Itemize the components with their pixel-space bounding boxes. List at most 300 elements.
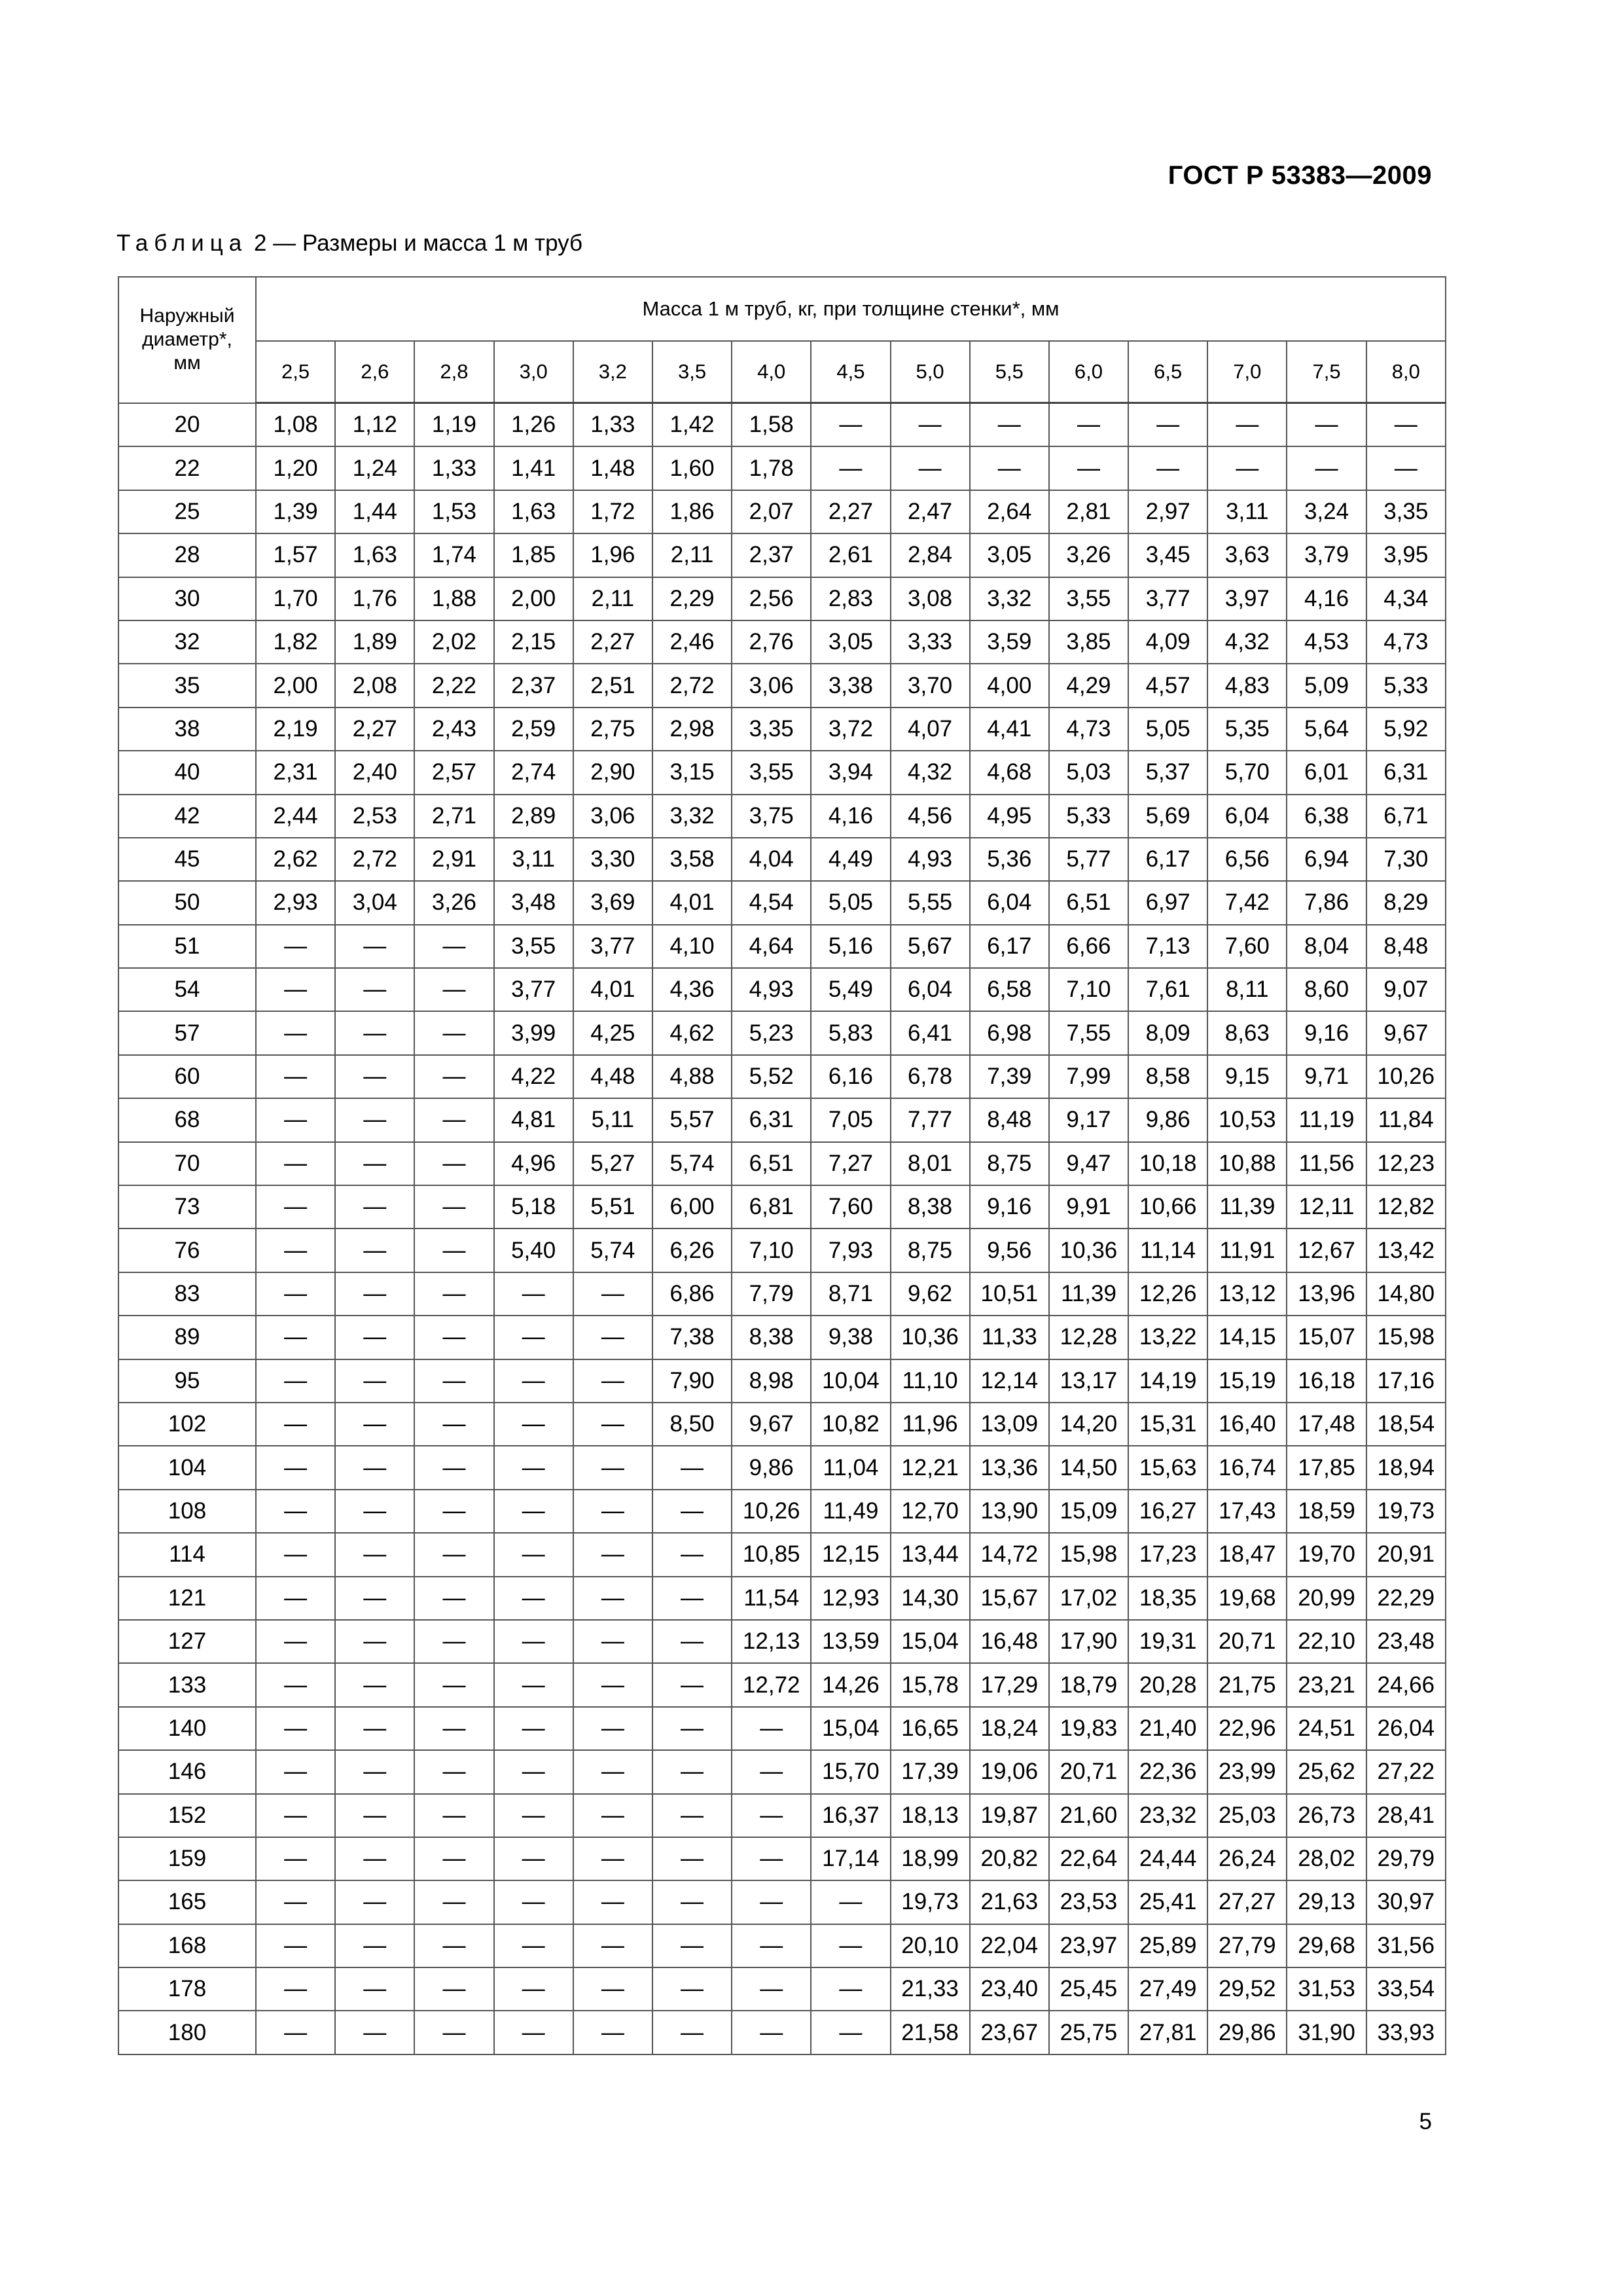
mass-cell: 3,15 bbox=[652, 751, 732, 794]
mass-cell: — bbox=[811, 1924, 890, 1967]
mass-cell: 2,57 bbox=[414, 751, 493, 794]
mass-cell: 5,69 bbox=[1128, 795, 1207, 838]
mass-cell: 1,48 bbox=[573, 446, 652, 490]
mass-cell: 20,82 bbox=[970, 1837, 1049, 1880]
mass-cell: 5,70 bbox=[1207, 751, 1287, 794]
mass-cell: 3,32 bbox=[652, 795, 732, 838]
mass-cell: — bbox=[414, 1185, 493, 1229]
mass-cell: — bbox=[414, 1663, 493, 1706]
mass-cell: 10,53 bbox=[1207, 1098, 1287, 1141]
table-row bbox=[118, 838, 1446, 881]
mass-cell: 31,90 bbox=[1287, 2011, 1366, 2054]
mass-cell: 13,12 bbox=[1207, 1272, 1287, 1316]
table-row bbox=[118, 1577, 1446, 1620]
diameter-cell: 42 bbox=[118, 795, 256, 838]
mass-cell: — bbox=[652, 1533, 732, 1576]
mass-cell: — bbox=[335, 1794, 414, 1837]
mass-cell: — bbox=[652, 1446, 732, 1489]
mass-cell: 7,38 bbox=[652, 1316, 732, 1359]
mass-cell: 17,23 bbox=[1128, 1533, 1207, 1576]
mass-cell: — bbox=[335, 1359, 414, 1403]
mass-cell: — bbox=[811, 1880, 890, 1924]
mass-cell: 5,51 bbox=[573, 1185, 652, 1229]
mass-cell: 6,16 bbox=[811, 1055, 890, 1098]
mass-cell: 4,49 bbox=[811, 838, 890, 881]
mass-cell: 15,98 bbox=[1366, 1316, 1446, 1359]
table-row bbox=[118, 1272, 1446, 1316]
mass-cell: — bbox=[970, 446, 1049, 490]
table-row bbox=[118, 751, 1446, 794]
mass-cell: 2,47 bbox=[891, 490, 970, 533]
mass-cell: 4,48 bbox=[573, 1055, 652, 1098]
mass-cell: — bbox=[1207, 403, 1287, 447]
mass-cell: 12,82 bbox=[1366, 1185, 1446, 1229]
mass-cell: 4,16 bbox=[811, 795, 890, 838]
mass-cell: 2,61 bbox=[811, 533, 890, 577]
diameter-cell: 45 bbox=[118, 838, 256, 881]
mass-cell: 2,75 bbox=[573, 708, 652, 751]
mass-cell: 3,95 bbox=[1366, 533, 1446, 577]
diameter-cell: 178 bbox=[118, 1967, 256, 2011]
mass-cell: 11,96 bbox=[891, 1403, 970, 1446]
mass-cell: 20,91 bbox=[1366, 1533, 1446, 1576]
mass-cell: — bbox=[732, 1837, 811, 1880]
diameter-cell: 35 bbox=[118, 664, 256, 707]
mass-cell: 12,26 bbox=[1128, 1272, 1207, 1316]
mass-cell: — bbox=[652, 1663, 732, 1706]
mass-cell: 7,10 bbox=[732, 1229, 811, 1272]
mass-cell: 25,62 bbox=[1287, 1750, 1366, 1793]
mass-cell: 2,11 bbox=[652, 533, 732, 577]
mass-cell: — bbox=[414, 1359, 493, 1403]
mass-cell: 12,67 bbox=[1287, 1229, 1366, 1272]
mass-cell: — bbox=[335, 1707, 414, 1750]
mass-cell: — bbox=[256, 1229, 335, 1272]
mass-cell: — bbox=[256, 1272, 335, 1316]
mass-cell: 25,75 bbox=[1049, 2011, 1128, 2054]
mass-cell: 3,32 bbox=[970, 577, 1049, 620]
thickness-header-cell: 7,5 bbox=[1287, 341, 1366, 403]
mass-cell: 17,14 bbox=[811, 1837, 890, 1880]
mass-cell: 2,62 bbox=[256, 838, 335, 881]
mass-cell: 10,82 bbox=[811, 1403, 890, 1446]
mass-cell: 3,77 bbox=[494, 968, 573, 1011]
diameter-cell: 57 bbox=[118, 1011, 256, 1054]
table-row bbox=[118, 1620, 1446, 1663]
mass-cell: — bbox=[573, 1794, 652, 1837]
mass-cell: 8,60 bbox=[1287, 968, 1366, 1011]
mass-cell: 9,62 bbox=[891, 1272, 970, 1316]
mass-cell: — bbox=[335, 1055, 414, 1098]
diameter-cell: 140 bbox=[118, 1707, 256, 1750]
mass-cell: — bbox=[494, 1272, 573, 1316]
mass-cell: 2,84 bbox=[891, 533, 970, 577]
mass-cell: 1,53 bbox=[414, 490, 493, 533]
diameter-cell: 50 bbox=[118, 881, 256, 924]
mass-cell: 27,81 bbox=[1128, 2011, 1207, 2054]
mass-cell: 1,74 bbox=[414, 533, 493, 577]
mass-cell: — bbox=[494, 1967, 573, 2011]
mass-cell: — bbox=[573, 1837, 652, 1880]
mass-cell: — bbox=[256, 1794, 335, 1837]
mass-cell: 3,26 bbox=[1049, 533, 1128, 577]
mass-cell: 4,01 bbox=[652, 881, 732, 924]
diameter-cell: 102 bbox=[118, 1403, 256, 1446]
mass-cell: 5,57 bbox=[652, 1098, 732, 1141]
table-row bbox=[118, 2011, 1446, 2054]
mass-cell: — bbox=[335, 1967, 414, 2011]
diameter-cell: 108 bbox=[118, 1490, 256, 1533]
mass-cell: 5,74 bbox=[573, 1229, 652, 1272]
mass-cell: 12,15 bbox=[811, 1533, 890, 1576]
mass-cell: 2,56 bbox=[732, 577, 811, 620]
mass-cell: 8,01 bbox=[891, 1142, 970, 1185]
mass-cell: 20,71 bbox=[1049, 1750, 1128, 1793]
mass-cell: — bbox=[256, 1924, 335, 1967]
mass-cell: — bbox=[652, 1967, 732, 2011]
mass-cell: 3,38 bbox=[811, 664, 890, 707]
mass-cell: 8,58 bbox=[1128, 1055, 1207, 1098]
mass-cell: 1,39 bbox=[256, 490, 335, 533]
mass-cell: — bbox=[573, 2011, 652, 2054]
mass-cell: — bbox=[335, 2011, 414, 2054]
mass-cell: 6,31 bbox=[732, 1098, 811, 1141]
mass-cell: 13,59 bbox=[811, 1620, 890, 1663]
mass-cell: 1,42 bbox=[652, 403, 732, 447]
mass-cell: 4,62 bbox=[652, 1011, 732, 1054]
mass-cell: — bbox=[573, 1533, 652, 1576]
mass-cell: 6,81 bbox=[732, 1185, 811, 1229]
mass-cell: 3,97 bbox=[1207, 577, 1287, 620]
mass-cell: — bbox=[256, 1359, 335, 1403]
mass-cell: — bbox=[256, 1185, 335, 1229]
mass-cell: — bbox=[494, 1403, 573, 1446]
table-row bbox=[118, 708, 1446, 751]
mass-cell: 30,97 bbox=[1366, 1880, 1446, 1924]
mass-cell: — bbox=[256, 1533, 335, 1576]
mass-cell: 2,74 bbox=[494, 751, 573, 794]
mass-cell: 11,10 bbox=[891, 1359, 970, 1403]
mass-cell: 1,89 bbox=[335, 620, 414, 664]
mass-cell: — bbox=[335, 1620, 414, 1663]
mass-cell: — bbox=[414, 1924, 493, 1967]
mass-cell: 23,32 bbox=[1128, 1794, 1207, 1837]
mass-cell: 19,83 bbox=[1049, 1707, 1128, 1750]
mass-cell: 12,23 bbox=[1366, 1142, 1446, 1185]
table-row bbox=[118, 1663, 1446, 1706]
mass-cell: — bbox=[494, 1359, 573, 1403]
diameter-cell: 121 bbox=[118, 1577, 256, 1620]
mass-cell: 20,28 bbox=[1128, 1663, 1207, 1706]
mass-cell: — bbox=[573, 1490, 652, 1533]
mass-cell: 24,44 bbox=[1128, 1837, 1207, 1880]
mass-cell: — bbox=[732, 2011, 811, 2054]
mass-cell: 2,08 bbox=[335, 664, 414, 707]
mass-cell: 7,42 bbox=[1207, 881, 1287, 924]
mass-cell: 4,10 bbox=[652, 925, 732, 968]
mass-cell: — bbox=[414, 1272, 493, 1316]
mass-cell: 4,16 bbox=[1287, 577, 1366, 620]
mass-cell: 20,10 bbox=[891, 1924, 970, 1967]
mass-cell: — bbox=[414, 1880, 493, 1924]
mass-cell: — bbox=[1207, 446, 1287, 490]
mass-cell: 8,50 bbox=[652, 1403, 732, 1446]
mass-cell: 23,48 bbox=[1366, 1620, 1446, 1663]
diameter-cell: 114 bbox=[118, 1533, 256, 1576]
mass-cell: 7,27 bbox=[811, 1142, 890, 1185]
mass-cell: 17,90 bbox=[1049, 1620, 1128, 1663]
mass-cell: 17,29 bbox=[970, 1663, 1049, 1706]
mass-cell: 8,63 bbox=[1207, 1011, 1287, 1054]
mass-cell: — bbox=[335, 1533, 414, 1576]
mass-cell: — bbox=[652, 1880, 732, 1924]
mass-cell: 22,96 bbox=[1207, 1707, 1287, 1750]
mass-cell: 2,91 bbox=[414, 838, 493, 881]
mass-cell: — bbox=[1366, 446, 1446, 490]
mass-cell: 5,16 bbox=[811, 925, 890, 968]
mass-cell: — bbox=[335, 1098, 414, 1141]
mass-cell: — bbox=[652, 1924, 732, 1967]
mass-cell: 4,81 bbox=[494, 1098, 573, 1141]
mass-cell: 29,79 bbox=[1366, 1837, 1446, 1880]
mass-cell: — bbox=[414, 1229, 493, 1272]
mass-cell: 15,63 bbox=[1128, 1446, 1207, 1489]
mass-cell: 21,58 bbox=[891, 2011, 970, 2054]
mass-cell: 2,81 bbox=[1049, 490, 1128, 533]
mass-cell: — bbox=[414, 1967, 493, 2011]
mass-cell: 5,77 bbox=[1049, 838, 1128, 881]
mass-cell: 7,13 bbox=[1128, 925, 1207, 968]
mass-cell: 5,83 bbox=[811, 1011, 890, 1054]
mass-cell: — bbox=[494, 1837, 573, 1880]
mass-cell: 1,78 bbox=[732, 446, 811, 490]
mass-cell: 3,45 bbox=[1128, 533, 1207, 577]
mass-cell: 4,01 bbox=[573, 968, 652, 1011]
mass-cell: 16,40 bbox=[1207, 1403, 1287, 1446]
mass-cell: 3,04 bbox=[335, 881, 414, 924]
thickness-header-cell: 2,6 bbox=[335, 341, 414, 403]
table-row bbox=[118, 533, 1446, 577]
mass-cell: 18,94 bbox=[1366, 1446, 1446, 1489]
mass-cell: — bbox=[256, 1142, 335, 1185]
mass-cell: 9,16 bbox=[970, 1185, 1049, 1229]
mass-cell: 2,44 bbox=[256, 795, 335, 838]
mass-cell: 7,10 bbox=[1049, 968, 1128, 1011]
mass-cell: 5,67 bbox=[891, 925, 970, 968]
mass-cell: 10,18 bbox=[1128, 1142, 1207, 1185]
mass-cell: 21,33 bbox=[891, 1967, 970, 2011]
table-row bbox=[118, 1142, 1446, 1185]
mass-cell: 4,22 bbox=[494, 1055, 573, 1098]
diameter-cell: 25 bbox=[118, 490, 256, 533]
mass-cell: 14,19 bbox=[1128, 1359, 1207, 1403]
diameter-cell: 127 bbox=[118, 1620, 256, 1663]
table-body bbox=[118, 403, 1446, 2054]
mass-cell: 28,02 bbox=[1287, 1837, 1366, 1880]
mass-cell: 3,30 bbox=[573, 838, 652, 881]
mass-cell: 4,93 bbox=[732, 968, 811, 1011]
mass-cell: 19,87 bbox=[970, 1794, 1049, 1837]
mass-cell: 7,93 bbox=[811, 1229, 890, 1272]
mass-cell: 3,75 bbox=[732, 795, 811, 838]
mass-cell: — bbox=[732, 1967, 811, 2011]
mass-cell: — bbox=[256, 1055, 335, 1098]
mass-cell: 14,15 bbox=[1207, 1316, 1287, 1359]
mass-cell: 13,42 bbox=[1366, 1229, 1446, 1272]
mass-cell: 3,99 bbox=[494, 1011, 573, 1054]
mass-cell: 1,26 bbox=[494, 403, 573, 447]
mass-cell: 11,91 bbox=[1207, 1229, 1287, 1272]
mass-cell: 4,95 bbox=[970, 795, 1049, 838]
mass-cell: — bbox=[256, 1403, 335, 1446]
mass-cell: 1,96 bbox=[573, 533, 652, 577]
table-caption-number: 2 bbox=[253, 230, 267, 256]
mass-cell: 18,79 bbox=[1049, 1663, 1128, 1706]
mass-cell: 3,11 bbox=[494, 838, 573, 881]
mass-cell: 2,71 bbox=[414, 795, 493, 838]
mass-cell: — bbox=[1287, 403, 1366, 447]
mass-cell: 19,70 bbox=[1287, 1533, 1366, 1576]
mass-cell: — bbox=[335, 1490, 414, 1533]
mass-cell: 2,00 bbox=[494, 577, 573, 620]
table-row bbox=[118, 1316, 1446, 1359]
mass-cell: 11,33 bbox=[970, 1316, 1049, 1359]
mass-cell: 9,17 bbox=[1049, 1098, 1128, 1141]
mass-cell: 21,60 bbox=[1049, 1794, 1128, 1837]
mass-cell: — bbox=[335, 1142, 414, 1185]
mass-cell: — bbox=[494, 1924, 573, 1967]
mass-cell: 2,00 bbox=[256, 664, 335, 707]
thickness-header-cell: 3,5 bbox=[652, 341, 732, 403]
table-caption bbox=[116, 230, 582, 257]
mass-cell: 8,04 bbox=[1287, 925, 1366, 968]
mass-cell: 3,11 bbox=[1207, 490, 1287, 533]
mass-cell: 6,94 bbox=[1287, 838, 1366, 881]
mass-cell: 2,72 bbox=[335, 838, 414, 881]
mass-cell: 5,40 bbox=[494, 1229, 573, 1272]
thickness-header-cell: 8,0 bbox=[1366, 341, 1446, 403]
mass-cell: — bbox=[811, 446, 890, 490]
mass-cell: 33,54 bbox=[1366, 1967, 1446, 2011]
mass-cell: 15,04 bbox=[891, 1620, 970, 1663]
mass-cell: — bbox=[256, 1707, 335, 1750]
mass-cell: 13,90 bbox=[970, 1490, 1049, 1533]
mass-cell: — bbox=[414, 1011, 493, 1054]
mass-cell: 3,24 bbox=[1287, 490, 1366, 533]
mass-cell: 6,58 bbox=[970, 968, 1049, 1011]
mass-cell: 4,73 bbox=[1366, 620, 1446, 664]
mass-cell: — bbox=[1366, 403, 1446, 447]
mass-cell: 7,61 bbox=[1128, 968, 1207, 1011]
mass-cell: 4,73 bbox=[1049, 708, 1128, 751]
mass-cell: — bbox=[414, 1098, 493, 1141]
mass-cell: 3,06 bbox=[732, 664, 811, 707]
mass-cell: 4,56 bbox=[891, 795, 970, 838]
mass-cell: 9,07 bbox=[1366, 968, 1446, 1011]
mass-cell: 5,52 bbox=[732, 1055, 811, 1098]
mass-cell: — bbox=[414, 1055, 493, 1098]
thickness-header-row bbox=[118, 341, 1446, 403]
diameter-cell: 51 bbox=[118, 925, 256, 968]
mass-cell: 8,48 bbox=[1366, 925, 1446, 968]
mass-cell: 13,17 bbox=[1049, 1359, 1128, 1403]
mass-cell: 1,20 bbox=[256, 446, 335, 490]
mass-cell: 2,93 bbox=[256, 881, 335, 924]
mass-cell: 9,67 bbox=[732, 1403, 811, 1446]
mass-cell: 3,94 bbox=[811, 751, 890, 794]
diameter-header-line-1: Наружный bbox=[139, 305, 235, 327]
mass-cell: — bbox=[256, 1490, 335, 1533]
mass-cell: 6,97 bbox=[1128, 881, 1207, 924]
mass-cell: 14,50 bbox=[1049, 1446, 1128, 1489]
mass-cell: 15,31 bbox=[1128, 1403, 1207, 1446]
mass-cell: 10,26 bbox=[732, 1490, 811, 1533]
mass-cell: 4,83 bbox=[1207, 664, 1287, 707]
diameter-column-header bbox=[118, 277, 256, 403]
mass-cell: 25,45 bbox=[1049, 1967, 1128, 2011]
table-row bbox=[118, 1011, 1446, 1054]
mass-cell: 13,96 bbox=[1287, 1272, 1366, 1316]
mass-cell: — bbox=[414, 1316, 493, 1359]
table-row bbox=[118, 490, 1446, 533]
mass-cell: 18,35 bbox=[1128, 1577, 1207, 1620]
mass-cell: — bbox=[573, 1446, 652, 1489]
mass-cell: 5,37 bbox=[1128, 751, 1207, 794]
mass-cell: — bbox=[494, 1880, 573, 1924]
mass-cell: 2,98 bbox=[652, 708, 732, 751]
mass-cell: 2,97 bbox=[1128, 490, 1207, 533]
diameter-cell: 180 bbox=[118, 2011, 256, 2054]
mass-cell: 6,66 bbox=[1049, 925, 1128, 968]
mass-cell: 15,67 bbox=[970, 1577, 1049, 1620]
mass-cell: 22,10 bbox=[1287, 1620, 1366, 1663]
diameter-cell: 159 bbox=[118, 1837, 256, 1880]
mass-cell: — bbox=[573, 1924, 652, 1967]
mass-cell: 19,73 bbox=[891, 1880, 970, 1924]
mass-cell: 17,39 bbox=[891, 1750, 970, 1793]
mass-cell: 2,02 bbox=[414, 620, 493, 664]
mass-cell: 5,35 bbox=[1207, 708, 1287, 751]
thickness-header-cell: 4,5 bbox=[811, 341, 890, 403]
mass-cell: 2,19 bbox=[256, 708, 335, 751]
mass-cell: 1,63 bbox=[335, 533, 414, 577]
mass-cell: 3,77 bbox=[573, 925, 652, 968]
mass-cell: 7,99 bbox=[1049, 1055, 1128, 1098]
mass-cell: 22,04 bbox=[970, 1924, 1049, 1967]
mass-cell: 12,72 bbox=[732, 1663, 811, 1706]
mass-cell: 9,86 bbox=[1128, 1098, 1207, 1141]
mass-cell: — bbox=[1128, 403, 1207, 447]
mass-cell: 22,29 bbox=[1366, 1577, 1446, 1620]
mass-cell: 3,63 bbox=[1207, 533, 1287, 577]
mass-cell: 4,96 bbox=[494, 1142, 573, 1185]
mass-cell: 6,78 bbox=[891, 1055, 970, 1098]
mass-cell: — bbox=[652, 1490, 732, 1533]
mass-cell: — bbox=[335, 1229, 414, 1272]
table-row bbox=[118, 1967, 1446, 2011]
diameter-cell: 95 bbox=[118, 1359, 256, 1403]
mass-cell: — bbox=[256, 925, 335, 968]
mass-cell: 22,64 bbox=[1049, 1837, 1128, 1880]
table-row bbox=[118, 1794, 1446, 1837]
table-row bbox=[118, 1750, 1446, 1793]
mass-cell: — bbox=[652, 2011, 732, 2054]
mass-cell: 2,29 bbox=[652, 577, 732, 620]
mass-cell: 12,93 bbox=[811, 1577, 890, 1620]
mass-cell: — bbox=[573, 1403, 652, 1446]
mass-cell: — bbox=[256, 1011, 335, 1054]
mass-cell: 10,51 bbox=[970, 1272, 1049, 1316]
